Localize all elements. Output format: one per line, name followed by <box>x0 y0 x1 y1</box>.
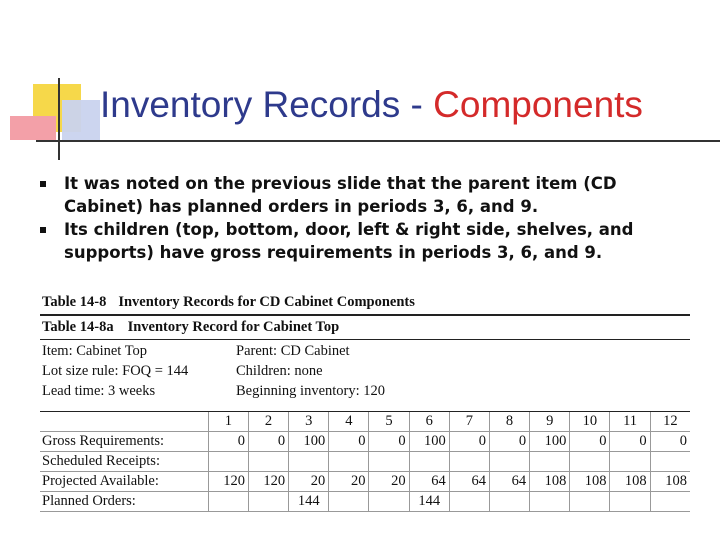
period-header-cell: 1 <box>208 412 248 432</box>
table-cell: 0 <box>610 432 650 452</box>
table-cell: 20 <box>289 472 329 492</box>
table-cell: 20 <box>369 472 409 492</box>
row-label: Gross Requirements: <box>40 432 208 452</box>
table-row <box>40 492 690 512</box>
table-cell <box>650 492 690 512</box>
period-header-cell: 4 <box>329 412 369 432</box>
row-label: Planned Orders: <box>40 492 208 512</box>
info-lot-size: Lot size rule: FOQ = 144 <box>42 363 189 379</box>
bullet-square-icon <box>40 227 46 233</box>
bullet-square-icon <box>40 181 46 187</box>
title-main: Inventory Records - <box>100 84 434 125</box>
table-cell: 0 <box>650 432 690 452</box>
mrp-table <box>40 411 690 512</box>
bullet-text: It was noted on the previous slide that the parent item (CD Cabinet) has planned orders in periods 3, 6, and 9. <box>64 174 617 216</box>
record-info <box>40 340 690 411</box>
table-cell: 0 <box>570 432 610 452</box>
table-cell <box>449 452 489 472</box>
table-subcaption-text: Inventory Record for Cabinet Top <box>127 319 340 335</box>
table-cell: 144 <box>289 492 329 512</box>
table-cell <box>369 452 409 472</box>
table-cell <box>369 492 409 512</box>
period-header-cell: 9 <box>530 412 570 432</box>
table-cell <box>329 452 369 472</box>
table-cell <box>208 492 248 512</box>
bullet-item <box>40 172 700 218</box>
table-cell <box>610 492 650 512</box>
title-accent: Components <box>433 84 643 125</box>
table-cell <box>409 452 449 472</box>
period-header-cell: 12 <box>650 412 690 432</box>
table-caption-number: Table 14-8 <box>42 294 107 310</box>
table-subcaption-number: Table 14-8a <box>42 319 114 335</box>
table-cell: 0 <box>369 432 409 452</box>
table-cell: 108 <box>570 472 610 492</box>
slide-title <box>100 84 643 126</box>
table-cell: 64 <box>489 472 529 492</box>
period-header-cell: 3 <box>289 412 329 432</box>
slide-logo-decoration <box>0 0 100 170</box>
table-cell <box>570 492 610 512</box>
table-cell <box>489 492 529 512</box>
table-cell: 108 <box>610 472 650 492</box>
table-cell: 0 <box>449 432 489 452</box>
row-label: Scheduled Receipts: <box>40 452 208 472</box>
table-cell: 100 <box>530 432 570 452</box>
logo-blue-square <box>62 100 100 140</box>
period-header-cell: 2 <box>248 412 288 432</box>
table-row <box>40 472 690 492</box>
table-cell: 0 <box>208 432 248 452</box>
table-cell: 108 <box>530 472 570 492</box>
info-item: Item: Cabinet Top <box>42 343 148 359</box>
table-cell: 0 <box>329 432 369 452</box>
table-cell: 144 <box>409 492 449 512</box>
info-spacer <box>40 401 690 411</box>
table-cell <box>449 492 489 512</box>
table-cell: 64 <box>409 472 449 492</box>
table-cell <box>289 452 329 472</box>
table-cell: 20 <box>329 472 369 492</box>
logo-red-bar <box>10 116 56 140</box>
period-header-cell: 7 <box>449 412 489 432</box>
period-header-cell: 8 <box>489 412 529 432</box>
period-header-cell: 11 <box>610 412 650 432</box>
period-header-cell: 10 <box>570 412 610 432</box>
table-row <box>40 452 690 472</box>
table-cell: 120 <box>248 472 288 492</box>
table-cell <box>650 452 690 472</box>
table-cell: 100 <box>409 432 449 452</box>
title-divider <box>36 140 720 142</box>
inventory-record-figure <box>40 292 690 512</box>
row-label: Projected Available: <box>40 472 208 492</box>
period-header-cell: 6 <box>409 412 449 432</box>
table-cell <box>248 492 288 512</box>
table-cell: 0 <box>248 432 288 452</box>
table-cell <box>570 452 610 472</box>
header-blank-cell <box>40 412 208 432</box>
table-cell <box>530 452 570 472</box>
table-cell <box>329 492 369 512</box>
table-cell <box>530 492 570 512</box>
table-subcaption <box>40 316 690 340</box>
info-lead-time: Lead time: 3 weeks <box>42 383 156 399</box>
table-caption-text: Inventory Records for CD Cabinet Components <box>118 294 415 310</box>
table-cell <box>610 452 650 472</box>
table-cell: 120 <box>208 472 248 492</box>
bullet-text: Its children (top, bottom, door, left & right side, shelves, and supports) have gross requirements in periods 3, 6, and 9. <box>64 220 634 262</box>
table-cell: 64 <box>449 472 489 492</box>
table-cell: 100 <box>289 432 329 452</box>
bullet-item <box>40 218 700 264</box>
period-header-cell: 5 <box>369 412 409 432</box>
info-children: Children: none <box>236 363 323 379</box>
table-caption <box>40 292 690 316</box>
info-parent: Parent: CD Cabinet <box>236 343 350 359</box>
table-cell <box>248 452 288 472</box>
table-cell <box>208 452 248 472</box>
info-beginning-inventory: Beginning inventory: 120 <box>236 383 386 399</box>
table-row <box>40 432 690 452</box>
bullet-list <box>40 172 700 264</box>
period-header-row <box>40 412 690 432</box>
table-cell <box>489 452 529 472</box>
table-cell: 108 <box>650 472 690 492</box>
table-cell: 0 <box>489 432 529 452</box>
logo-vertical-line <box>58 78 60 160</box>
